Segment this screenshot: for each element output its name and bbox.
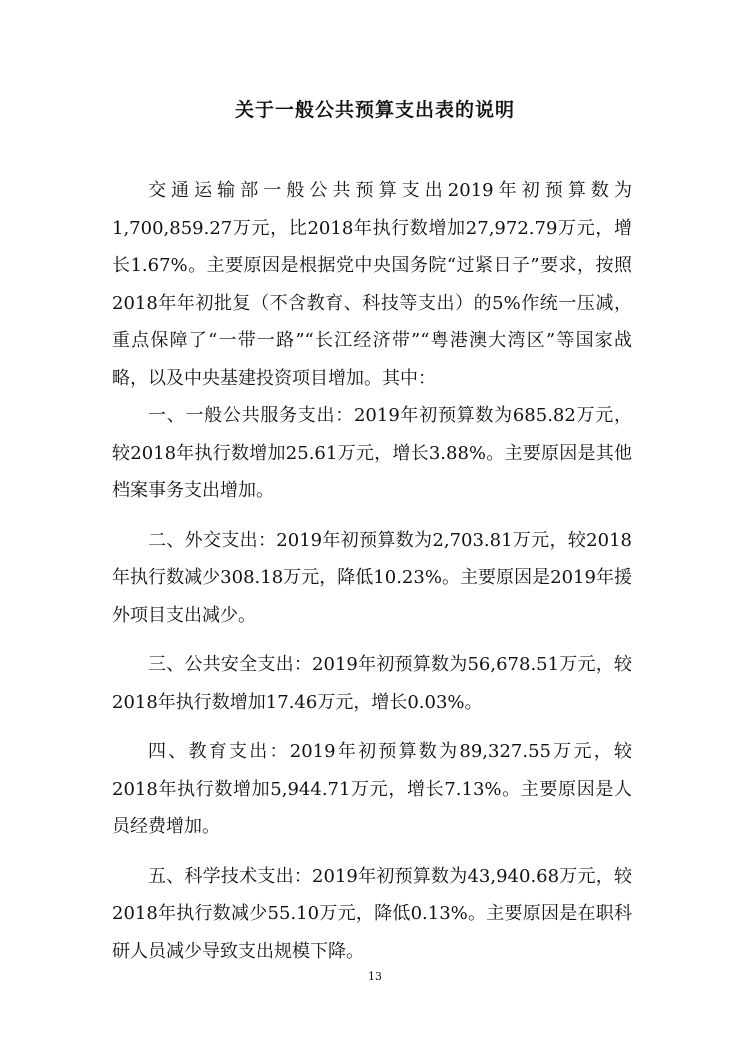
document-title: 关于一般公共预算支出表的说明: [234, 99, 515, 121]
paragraph-public-security: 三、公共安全支出：2019年初预算数为56,678.51万元，较2018年执行数增加17.46万元，增长0.03%。: [112, 654, 632, 713]
paragraph-education: 四、教育支出：2019年初预算数为89,327.55万元，较2018年执行数增加5,944.71万元，增长7.13%。主要原因是人员经费增加。: [112, 741, 632, 837]
paragraph-intro: 交通运输部一般公共预算支出2019年初预算数为1,700,859.27万元，比2018年执行数增加27,972.79万元，增长1.67%。主要原因是根据党中央国务院“过紧日子”要求，按照2018年年初批复（不含教育、科技等支出）的5%作统一压减，重点保障了“一带一路”“长江经济带”“粤港澳大湾区”等国家战略，以及中央基建投资项目增加。其中：: [112, 180, 632, 389]
paragraph-general-public-services: 一、一般公共服务支出：2019年初预算数为685.82万元，较2018年执行数增加25.61万元，增长3.88%。主要原因是其他档案事务支出增加。: [112, 405, 632, 501]
paragraph-science-technology: 五、科学技术支出：2019年初预算数为43,940.68万元，较2018年执行数减少55.10万元，降低0.13%。主要原因是在职科研人员减少导致支出规模下降。: [112, 865, 632, 962]
page-number: 13: [368, 970, 382, 983]
document-body: [112, 172, 632, 970]
paragraph-foreign-affairs: 二、外交支出：2019年初预算数为2,703.81万元，较2018年执行数减少308.18万元，降低10.23%。主要原因是2019年援外项目支出减少。: [112, 529, 632, 626]
